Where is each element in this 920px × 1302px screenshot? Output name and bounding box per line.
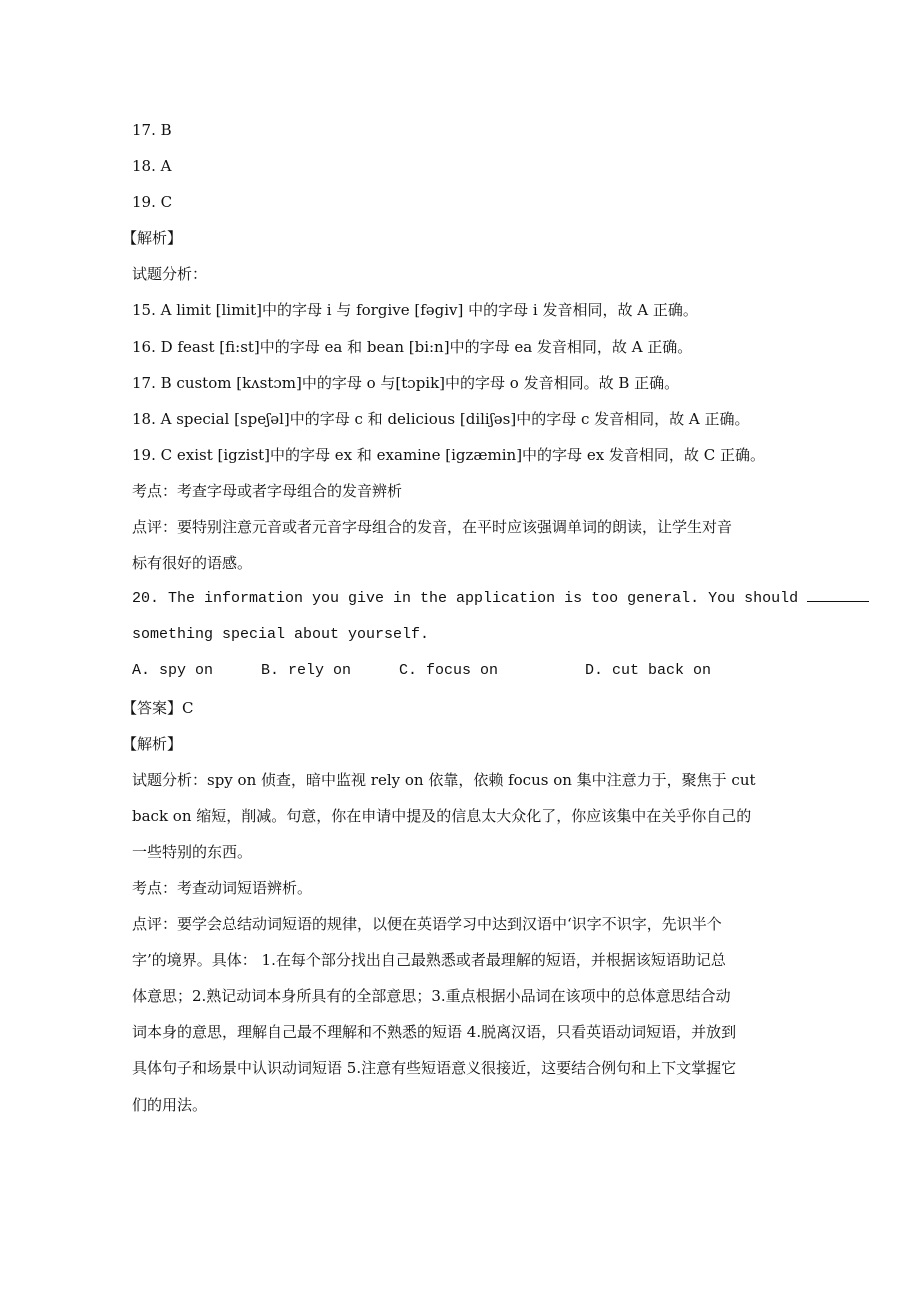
- explanation-18: 18. A special [speʃəl]中的字母 c 和 delicious [diliʃəs]中的字母 c 发音相同，故 A 正确。: [132, 409, 750, 428]
- kaodian-1: 考点：考查字母或者字母组合的发音辨析: [132, 481, 403, 500]
- analysis-heading-20: 【解析】: [122, 734, 183, 753]
- explanation-16: 16. D feast [fi:st]中的字母 ea 和 bean [bi:n]中的字母 ea 发音相同，故 A 正确。: [132, 337, 693, 356]
- analysis-heading: 【解析】: [122, 229, 183, 248]
- dianping-1-line1: 点评：要特别注意元音或者元音字母组合的发音，在平时应该强调单词的朗读，让学生对音: [132, 518, 733, 537]
- answer-18: 18. A: [132, 157, 172, 176]
- dianping-20-line2: 字’的境界。具体： 1.在每个部分找出自己最熟悉或者最理解的短语，并根据该短语助记总: [132, 951, 726, 970]
- dianping-20-line3: 体意思；2.熟记动词本身所具有的全部意思；3.重点根据小品词在该项中的总体意思结合动: [132, 987, 731, 1006]
- analysis-label: 试题分析：: [132, 265, 208, 284]
- answer-17: 17. B: [132, 121, 172, 139]
- dianping-20-line4: 词本身的意思，理解自己最不理解和不熟悉的短语 4.脱离汉语，只看英语动词短语，并放到: [132, 1023, 737, 1042]
- answer-19: 19. C: [132, 193, 173, 212]
- document-page: [122, 118, 812, 1129]
- answer-20: 【答案】C: [122, 698, 194, 717]
- analysis-20-line2: back on 缩短，削减。句意，你在申请中提及的信息太大众化了，你应该集中在关乎你自己的: [132, 806, 752, 825]
- explanation-17: 17. B custom [kʌstɔm]中的字母 o 与[tɔpik]中的字母 o 发音相同。故 B 正确。: [132, 373, 680, 392]
- option-d: D. cut back on: [585, 662, 712, 680]
- question-20-options: [132, 659, 812, 695]
- explanation-19: 19. C exist [igzist]中的字母 ex 和 examine [igzæmin]中的字母 ex 发音相同，故 C 正确。: [132, 445, 765, 464]
- question-20-stem: [132, 587, 812, 623]
- question-20-stem-line2: something special about yourself.: [132, 626, 430, 644]
- kaodian-20: 考点：考查动词短语辨析。: [132, 878, 313, 897]
- answer-blank: [807, 587, 869, 602]
- option-b: B. rely on: [261, 662, 352, 680]
- explanation-15: 15. A limit [limit]中的字母 i 与 forgive [fəgiv] 中的字母 i 发音相同，故 A 正确。: [132, 301, 698, 320]
- question-20-stem-text: 20. The information you give in the application is too general. You should: [132, 590, 799, 608]
- option-c: C. focus on: [399, 662, 499, 680]
- analysis-20-line1: 试题分析：spy on 侦查，暗中监视 rely on 依靠，依赖 focus on 集中注意力于，聚焦于 cut: [132, 770, 756, 789]
- dianping-20-line5: 具体句子和场景中认识动词短语 5.注意有些短语意义很接近，这要结合例句和上下文掌握它: [132, 1059, 737, 1078]
- option-a: A. spy on: [132, 662, 214, 680]
- dianping-20-line1: 点评：要学会总结动词短语的规律，以便在英语学习中达到汉语中‘识字不识字，先识半个: [132, 915, 722, 934]
- analysis-20-line3: 一些特别的东西。: [132, 842, 253, 861]
- dianping-20-line6: 们的用法。: [132, 1095, 208, 1114]
- dianping-1-line2: 标有很好的语感。: [132, 554, 253, 573]
